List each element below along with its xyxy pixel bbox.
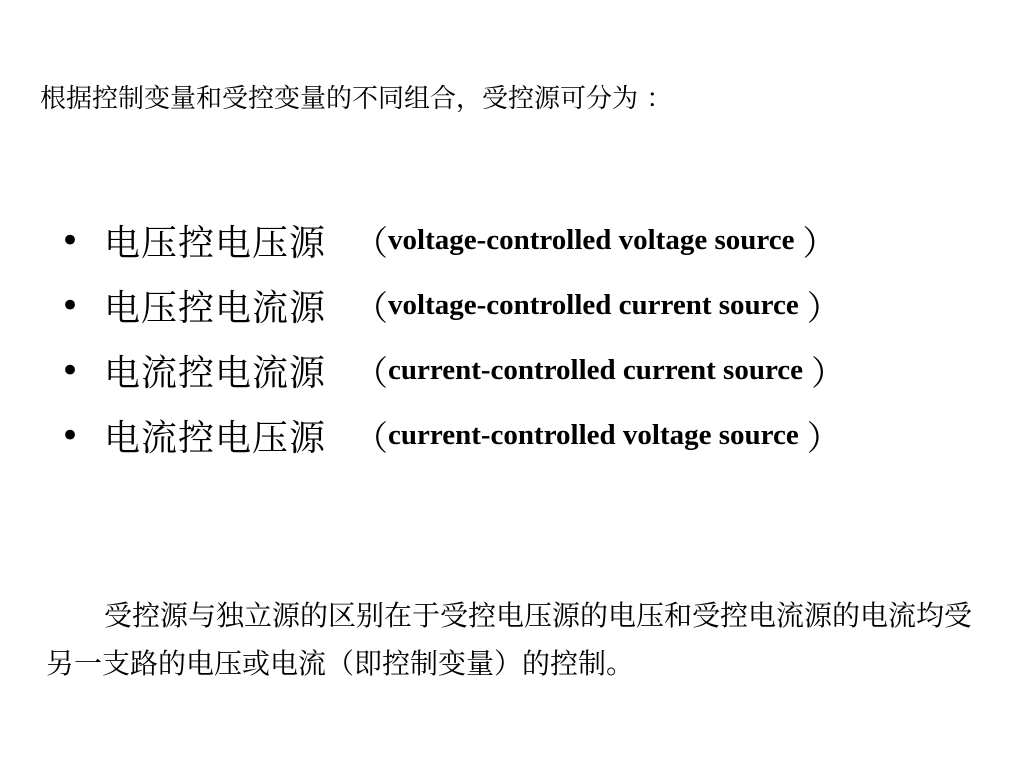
list-item — [60, 208, 845, 273]
open-parenthesis: （ — [354, 419, 389, 459]
open-parenthesis: （ — [354, 354, 389, 394]
open-parenthesis: （ — [354, 289, 389, 329]
difference-note: 受控源与独立源的区别在于受控电压源的电压和受控电流源的电流均受另一支路的电压或电流（即控制变量）的控制。 — [46, 599, 973, 680]
controlled-source-list — [60, 208, 845, 468]
open-parenthesis: （ — [354, 224, 389, 264]
list-item — [60, 338, 845, 403]
source-type-english: current-controlled voltage source — [388, 419, 799, 451]
close-parenthesis: ） — [811, 354, 846, 394]
close-parenthesis: ） — [802, 224, 837, 264]
list-item — [60, 273, 845, 338]
intro-text: 根据控制变量和受控变量的不同组合，受控源可分为 ： — [40, 84, 673, 114]
close-parenthesis: ） — [806, 419, 841, 459]
source-type-english: voltage-controlled voltage source — [388, 224, 795, 256]
close-parenthesis: ） — [806, 289, 841, 329]
list-item — [60, 403, 845, 468]
bullet-icon: • — [60, 415, 81, 456]
bullet-icon: • — [60, 220, 81, 261]
source-type-english: current-controlled current source — [388, 354, 804, 386]
source-type-chinese: 电压控电流源 — [104, 288, 327, 329]
bullet-icon: • — [60, 350, 81, 391]
source-type-chinese: 电流控电流源 — [104, 353, 327, 394]
source-type-chinese: 电流控电压源 — [104, 418, 327, 459]
bullet-icon: • — [60, 285, 81, 326]
source-type-chinese: 电压控电压源 — [104, 223, 327, 264]
source-type-english: voltage-controlled current source — [388, 289, 799, 321]
